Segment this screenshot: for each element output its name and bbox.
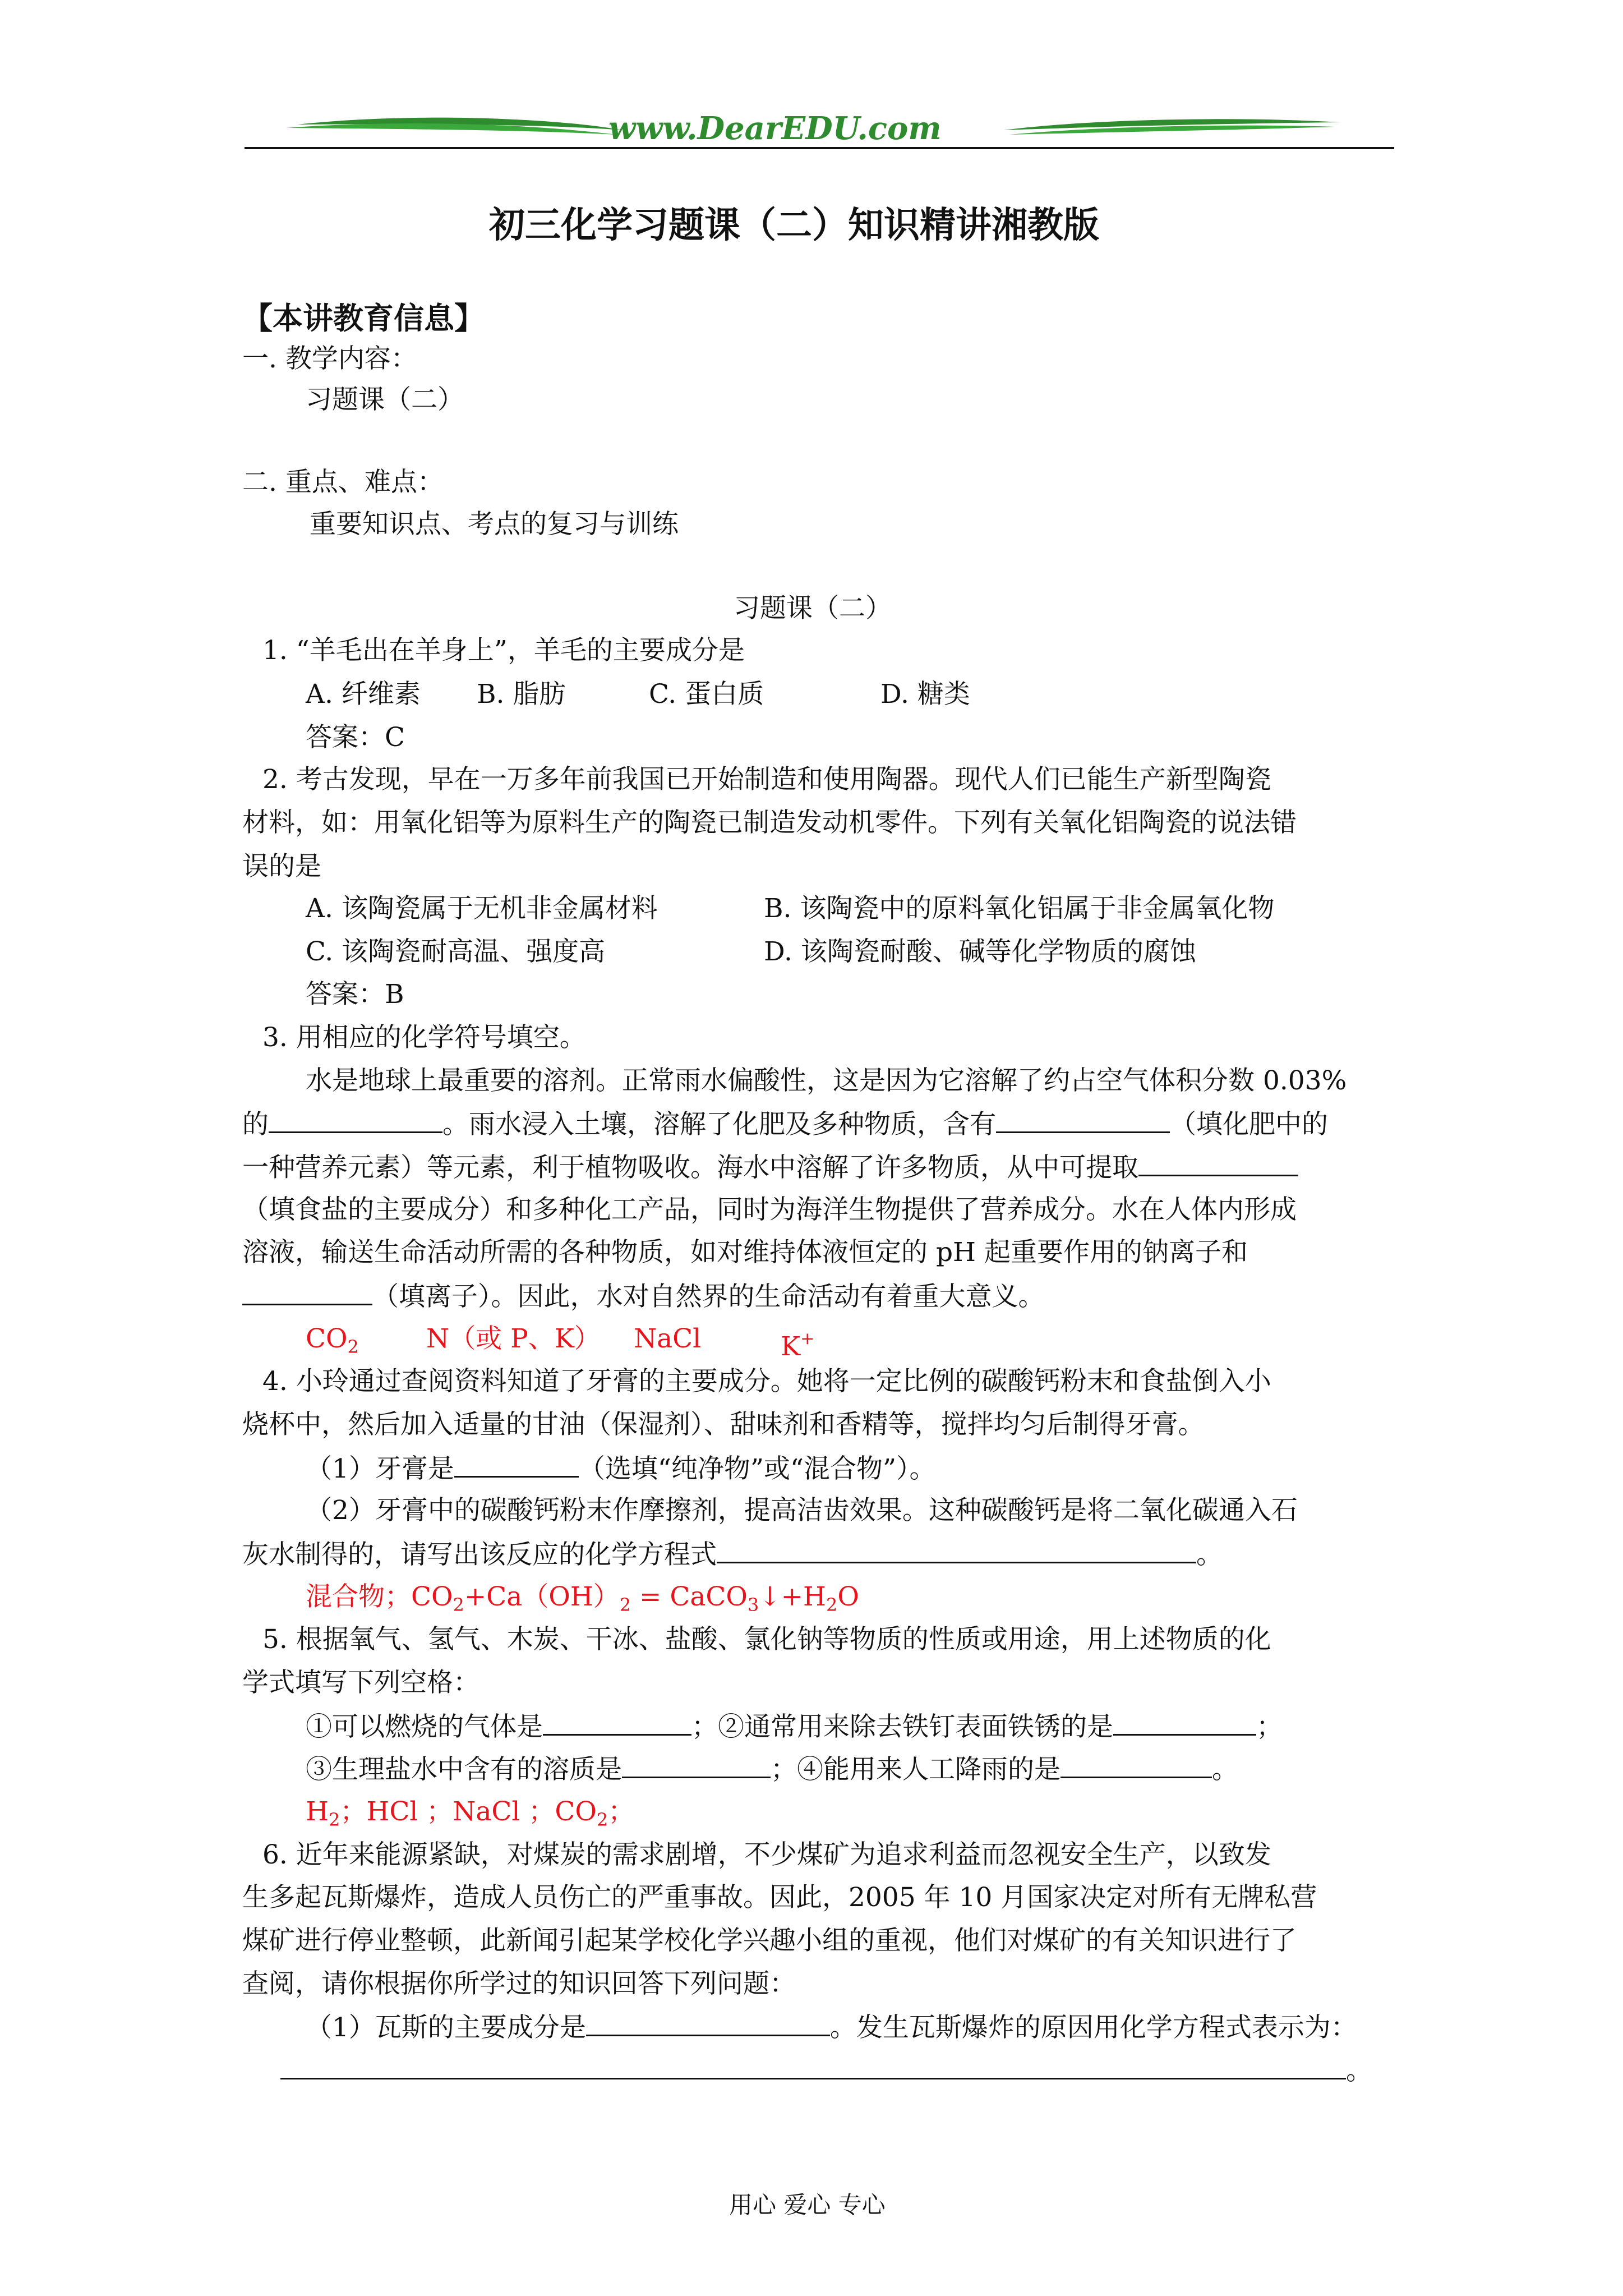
blank-field[interactable] [996, 1107, 1170, 1133]
q3-text: 一种营养元素）等元素，利于植物吸收。海水中溶解了许多物质，从中可提取 [242, 1152, 1138, 1183]
answer-text: O [837, 1581, 859, 1612]
blank-field[interactable] [454, 1451, 579, 1478]
q2-answer: 答案：B [306, 979, 404, 1010]
blank-field[interactable] [622, 1752, 771, 1778]
q3-answer-nacl: NaCl [634, 1323, 702, 1354]
answer-text: K [781, 1331, 801, 1362]
answer-text: ；HCl ；NaCl ；CO [340, 1796, 597, 1827]
item1-heading: 一. 教学内容： [242, 343, 417, 374]
answer-subscript: 2 [347, 1336, 359, 1358]
item2-heading: 二. 重点、难点： [242, 467, 444, 498]
q5-text: ；②通常用来除去铁钉表面铁锈的是 [691, 1711, 1113, 1742]
answer-subscript: 2 [619, 1594, 631, 1616]
exercise-title: 习题课（二） [734, 593, 892, 624]
logo-text: www.DearEDU.com [608, 110, 942, 147]
q4-part1 [306, 1451, 936, 1486]
q1-option-a: A. 纤维素 [306, 679, 421, 710]
q3-line: 溶液，输送生命活动所需的各种物质，如对维持体液恒定的 pH 起重要作用的钠离子和 [242, 1237, 1248, 1268]
q6-text: 。发生瓦斯爆炸的原因用化学方程式表示为： [829, 2012, 1357, 2043]
q6-line: 煤矿进行停业整顿，此新闻引起某学校化学兴趣小组的重视，他们对煤矿的有关知识进行了 [242, 1925, 1297, 1956]
answer-text: H [306, 1796, 329, 1827]
q3-answer-n: N（或 P、K） [426, 1323, 601, 1354]
answer-subscript: 2 [329, 1809, 340, 1830]
q5-text: ①可以燃烧的气体是 [306, 1711, 543, 1742]
q4-line: （2）牙膏中的碳酸钙粉末作摩擦剂，提高洁齿效果。这种碳酸钙是将二氧化碳通入石 [306, 1495, 1298, 1526]
page-footer: 用心 爱心 专心 [729, 2191, 886, 2219]
answer-text: CO [306, 1323, 348, 1354]
blank-field[interactable] [269, 1107, 442, 1133]
header-rule [245, 147, 1394, 149]
q2-line: 误的是 [242, 851, 321, 882]
q5-row1 [306, 1709, 1283, 1744]
item1-body: 习题课（二） [306, 384, 464, 415]
q4-text: 灰水制得的，请写出该反应的化学方程式 [242, 1539, 717, 1570]
q4-line: 烧杯中，然后加入适量的甘油（保湿剂）、甜味剂和香精等，搅拌均匀后制得牙膏。 [242, 1409, 1205, 1440]
q4-line: 4. 小玲通过查阅资料知道了牙膏的主要成分。她将一定比例的碳酸钙粉末和食盐倒入小 [262, 1366, 1271, 1397]
blank-field[interactable] [242, 1279, 372, 1305]
blank-field[interactable] [1113, 1709, 1256, 1736]
page-title: 初三化学习题课（二）知识精讲湘教版 [489, 204, 1099, 246]
answer-text: = CaCO [631, 1581, 748, 1612]
blank-field[interactable] [1138, 1150, 1298, 1176]
blank-field[interactable] [543, 1709, 691, 1736]
q3-answer-k [781, 1322, 814, 1364]
blank-field[interactable] [586, 2010, 830, 2036]
q6-line: 6. 近年来能源紧缺，对煤炭的需求剧增，不少煤矿为追求利益而忽视安全生产，以致发 [262, 1839, 1271, 1870]
q6-text: （1）瓦斯的主要成分是 [306, 2012, 586, 2043]
q3-line [242, 1279, 1045, 1314]
answer-text: 混合物；CO [306, 1581, 453, 1612]
q4-part2 [242, 1537, 1223, 1572]
q1-stem: 1. “羊毛出在羊身上”，羊毛的主要成分是 [262, 635, 745, 666]
q5-answer [306, 1795, 634, 1837]
q4-text: （选填“纯净物”或“混合物”）。 [578, 1453, 936, 1484]
q2-option-b: B. 该陶瓷中的原料氧化铝属于非金属氧化物 [764, 893, 1275, 924]
answer-subscript: 2 [596, 1809, 608, 1830]
q2-line: 材料，如：用氧化铝等为原料生产的陶瓷已制造发动机零件。下列有关氧化铝陶瓷的说法错 [242, 807, 1297, 838]
q3-stem: 3. 用相应的化学符号填空。 [262, 1022, 586, 1053]
item2-body: 重要知识点、考点的复习与训练 [310, 509, 679, 540]
q4-text: 。 [1196, 1539, 1223, 1570]
q5-line: 学式填写下列空格： [242, 1667, 479, 1698]
q5-line: 5. 根据氧气、氢气、木炭、干冰、盐酸、氯化钠等物质的性质或用途，用上述物质的化 [262, 1624, 1271, 1655]
q5-text: ③生理盐水中含有的溶质是 [306, 1754, 622, 1785]
q3-text: 。雨水浸入土壤，溶解了化肥及多种物质，含有 [442, 1109, 996, 1140]
q3-text: （填离子）。因此，水对自然界的生命活动有着重大意义。 [372, 1281, 1045, 1312]
q5-text: ；④能用来人工降雨的是 [771, 1754, 1061, 1785]
q3-line [242, 1150, 1298, 1185]
q2-line: 2. 考古发现，早在一万多年前我国已开始制造和使用陶器。现代人们已能生产新型陶瓷 [262, 764, 1271, 795]
q3-text: 的 [242, 1109, 269, 1140]
q1-option-d: D. 糖类 [880, 679, 970, 710]
q6-text: 。 [1346, 2055, 1372, 2086]
q1-answer: 答案：C [306, 722, 405, 753]
section-heading: 【本讲教育信息】 [242, 300, 485, 336]
q3-line [242, 1107, 1328, 1142]
answer-subscript: 2 [453, 1594, 464, 1616]
answer-subscript: 2 [826, 1594, 838, 1616]
q6-line: 生多起瓦斯爆炸，造成人员伤亡的严重事故。因此，2005 年 10 月国家决定对所有无牌私营 [242, 1882, 1317, 1913]
q6-line: 查阅，请你根据你所学过的知识回答下列问题： [242, 1968, 796, 1999]
q4-text: （1）牙膏是 [306, 1453, 454, 1484]
q6-equation-line [280, 2053, 1372, 2088]
answer-superscript: + [800, 1329, 815, 1349]
blank-field[interactable] [280, 2053, 1346, 2079]
answer-text: +Ca（OH） [464, 1581, 620, 1612]
q2-option-c: C. 该陶瓷耐高温、强度高 [306, 936, 606, 967]
q3-line: 水是地球上最重要的溶剂。正常雨水偏酸性，这是因为它溶解了约占空气体积分数 0.03% [306, 1065, 1347, 1096]
q3-line: （填食盐的主要成分）和多种化工产品，同时为海洋生物提供了营养成分。水在人体内形成 [242, 1194, 1297, 1225]
q6-part1 [306, 2010, 1357, 2045]
answer-subscript: 3 [747, 1594, 759, 1616]
q5-text: 。 [1212, 1754, 1238, 1785]
q4-answer [306, 1580, 859, 1622]
answer-text: ↓+H [759, 1581, 826, 1612]
blank-field[interactable] [717, 1537, 1196, 1563]
q2-option-d: D. 该陶瓷耐酸、碱等化学物质的腐蚀 [764, 936, 1196, 967]
q3-text: （填化肥中的 [1170, 1109, 1328, 1140]
q1-option-b: B. 脂肪 [477, 679, 566, 710]
q1-option-c: C. 蛋白质 [649, 679, 764, 710]
q2-option-a: A. 该陶瓷属于无机非金属材料 [306, 893, 658, 924]
q3-answer-co2 [306, 1322, 359, 1364]
q5-text: ； [1256, 1711, 1283, 1742]
answer-text: ； [608, 1796, 635, 1827]
blank-field[interactable] [1061, 1752, 1212, 1778]
q5-row2 [306, 1752, 1238, 1787]
